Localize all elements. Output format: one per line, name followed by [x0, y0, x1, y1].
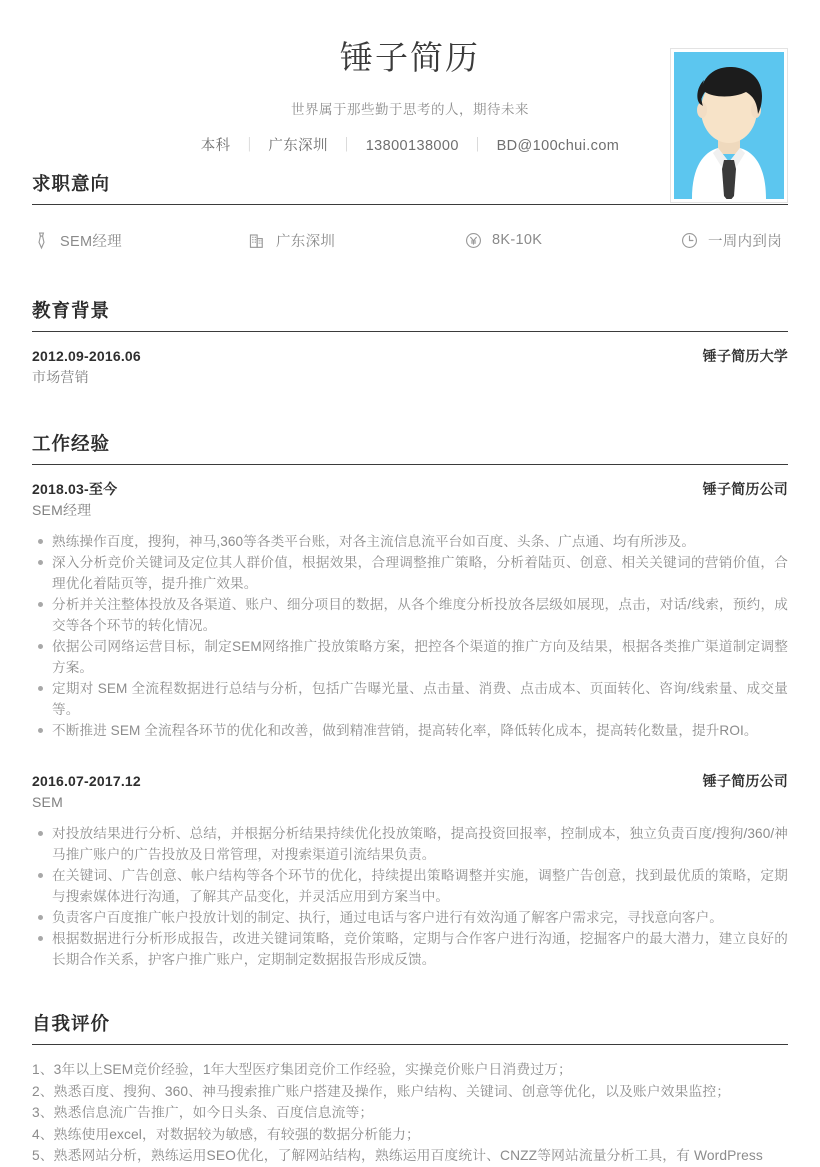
list-item: 根据数据进行分析形成报告，改进关键词策略，竞价策略，定期与合作客户进行沟通，挖掘客户的最大潜力，建立良好的长期合作关系，护客户推广账户，定期制定数据报告形成反馈。: [32, 928, 788, 970]
intent-item-position: [32, 230, 248, 251]
experience-bullet-list: [32, 531, 788, 741]
entry-subtitle: SEM经理: [32, 502, 92, 519]
contact-degree: 本科: [200, 138, 231, 155]
contact-separator: ｜: [241, 138, 257, 155]
list-item: 负责客户百度推广帐户投放计划的制定、执行，通过电话与客户进行有效沟通了解客户需求完，寻找意向客户。: [32, 907, 788, 928]
list-item: 分析并关注整体投放及各渠道、账户、细分项目的数据，从各个维度分析投放各层级如展现，点击，对话/线索，预约，成交等各个环节的转化情况。: [32, 594, 788, 636]
contact-phone: 13800138000: [365, 138, 459, 155]
entry-subtitle: SEM: [32, 794, 63, 811]
intent-label: 一周内到岗: [708, 233, 782, 250]
section-divider: [32, 331, 788, 332]
list-item: 2、熟悉百度、搜狗、360、神马搜索推广账户搭建及操作，账户结构、关键词、创意等优化，以及账户效果监控；: [32, 1083, 731, 1099]
tie-icon: [32, 231, 51, 250]
list-item: 依据公司网络运营目标，制定SEM网络推广投放策略方案，把控各个渠道的推广方向及结果，根据各类推广渠道制定调整方案。: [32, 636, 788, 678]
header-text-block: [80, 40, 740, 155]
contact-separator: ｜: [339, 138, 355, 155]
section-title-experience: 工作经验: [32, 433, 111, 455]
section-experience: [0, 430, 820, 970]
section-divider: [32, 204, 788, 205]
section-title-evaluation: 自我评价: [32, 1013, 111, 1035]
list-item: 5、熟悉网站分析，熟练运用SEO优化，了解网站结构，熟练运用百度统计、CNZZ等网站流量分析工具，有 WordPress: [32, 1148, 763, 1164]
spacer: [0, 974, 820, 1010]
list-item: 在关键词、广告创意、帐户结构等各个环节的优化，持续提出策略调整并实施，调整广告创意，找到最优质的策略，定期与搜索媒体进行沟通，了解其产品变化，并灵活应用到方案当中。: [32, 865, 788, 907]
list-item: 4、熟练使用excel，对数据较为敏感，有较强的数据分析能力；: [32, 1126, 420, 1142]
clock-icon: [680, 231, 699, 250]
contact-email: BD@100chui.com: [496, 138, 620, 155]
list-item: 对投放结果进行分析、总结，并根据分析结果持续优化投放策略，提高投资回报率，控制成本，独立负责百度/搜狗/360/神马推广账户的广告投放及日常管理，对搜索渠道引流结果负责。: [32, 823, 788, 865]
intent-item-location: [248, 230, 464, 251]
intent-label: SEM经理: [60, 233, 122, 250]
list-item: 熟练操作百度，搜狗，神马,360等各类平台账，对各主流信息流平台如百度、头条、广点通、均有所涉及。: [32, 531, 788, 552]
section-divider: [32, 1044, 788, 1045]
intent-item-salary: [464, 231, 680, 250]
intent-row: [32, 219, 788, 261]
experience-entry: [32, 771, 788, 970]
contact-location: 广东深圳: [268, 138, 328, 155]
entry-head: [32, 479, 788, 499]
entry-organization: 锤子简历公司: [702, 773, 788, 790]
entry-period: 2012.09-2016.06: [32, 348, 141, 364]
spacer: [0, 261, 820, 297]
resume-header: [0, 0, 820, 170]
entry-period: 2018.03-至今: [32, 481, 118, 498]
list-item: 深入分析竞价关键词及定位其人群价值，根据效果，合理调整推广策略，分析着陆页、创意、相关关键词的营销价值，合理优化着陆页等，提升推广效果。: [32, 552, 788, 594]
avatar: [670, 48, 788, 203]
list-item: 3、熟悉信息流广告推广，如今日头条、百度信息流等；: [32, 1105, 374, 1121]
section-education: [0, 297, 820, 390]
intent-item-availability: [680, 230, 820, 251]
experience-entry: [32, 479, 788, 741]
entry-head: [32, 346, 788, 366]
yuan-circle-icon: [464, 231, 483, 250]
spacer: [32, 745, 788, 771]
section-divider: [32, 464, 788, 465]
experience-bullet-list: [32, 823, 788, 970]
education-entry: [32, 346, 788, 390]
intent-label: 广东深圳: [276, 233, 336, 250]
section-title-education: 教育背景: [32, 300, 111, 321]
page-title: 锤子简历: [340, 39, 480, 76]
avatar-image: [674, 52, 784, 199]
entry-subtitle: 市场营销: [32, 369, 89, 386]
section-title-intent: 求职意向: [32, 173, 111, 194]
list-item: 1、3年以上SEM竞价经验，1年大型医疗集团竞价工作经验，实操竞价账户日消费过万；: [32, 1062, 572, 1078]
list-item: 定期对 SEM 全流程数据进行总结与分析，包括广告曝光量、点击量、消费、点击成本、页面转化、咨询/线索量、成交量等。: [32, 678, 788, 720]
entry-organization: 锤子简历大学: [702, 348, 788, 364]
avatar-illustration-icon: [674, 52, 784, 199]
contact-line: [80, 134, 740, 155]
section-self-evaluation: [0, 1010, 820, 1167]
evaluation-list: [32, 1059, 788, 1167]
entry-period: 2016.07-2017.12: [32, 773, 141, 790]
spacer: [0, 394, 820, 430]
list-item: 不断推进 SEM 全流程各环节的优化和改善，做到精准营销，提高转化率，降低转化成本，提高转化数量，提升ROI。: [32, 720, 788, 741]
contact-separator: ｜: [470, 138, 486, 155]
building-icon: [248, 231, 267, 250]
entry-organization: 锤子简历公司: [702, 481, 788, 498]
header-motto: 世界属于那些勤于思考的人，期待未来: [291, 102, 529, 118]
intent-label: 8K-10K: [492, 232, 543, 248]
entry-head: [32, 771, 788, 791]
